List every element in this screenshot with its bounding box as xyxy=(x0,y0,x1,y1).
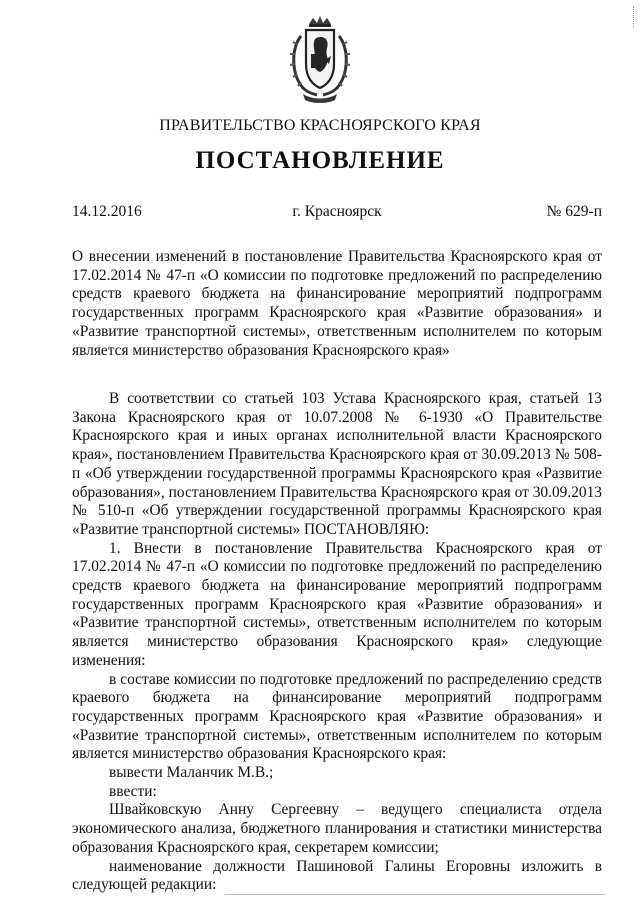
body-remove-member: вывести Маланчик М.В.; xyxy=(109,764,274,782)
coat-of-arms-icon xyxy=(287,14,353,104)
document-date: 14.12.2016 xyxy=(72,203,142,220)
document-city: г. Красноярск xyxy=(292,203,382,220)
body-preamble: В соответствии со статьей 103 Устава Красноярского края, статьей 13 Закона Красноярского края от 10.07.2008 № 6-1930 «О Правительстве Красноярского края и иных органах исполнительной власти Красноярского края», постановлением Правительства Красноярского края от 30.09.2013 № 508-п «Об утверждении государственной программы Красноярского края «Развитие образования», постановлением Правительства Красноярского края от 30.09.2013 № 510-п «Об утверждении государственной программы Красноярского края «Развитие транспортной системы» ПОСТАНОВЛЯЮ: xyxy=(72,390,602,538)
document-number: № 629-п xyxy=(546,203,602,220)
body-new-member: Швайковскую Анну Сергеевну – ведущего специалиста отдела экономического анализа, бюджетного планирования и статистики министерства образования Красноярского края, секретарем комиссии; xyxy=(72,801,602,856)
scan-edge-line xyxy=(225,894,605,895)
body-item-1: 1. Внести в постановление Правительства Красноярского края от 17.02.2014 № 47-п «О комиссии по подготовке предложений по распределению средств краевого бюджета на финансирование мероприятий подпрограмм государственных программ Красноярского края «Развитие образования» и «Развитие транспортной системы», ответственным исполнителем по которым является министерство образования Красноярского края» следующие изменения: xyxy=(72,539,602,669)
scan-artifact xyxy=(633,6,636,28)
document-subject xyxy=(72,248,602,360)
government-name: ПРАВИТЕЛЬСТВО КРАСНОЯРСКОГО КРАЯ xyxy=(159,117,481,134)
body-composition: в составе комиссии по подготовке предложений по распределению средств краевого бюджета на финансирование мероприятий подпрограмм государственных программ Красноярского края «Развитие образования» и «Развитие транспортной системы», ответственным исполнителем по которым является министерство образования Красноярского края: xyxy=(72,670,602,763)
body-add-member: ввести: xyxy=(109,782,157,800)
document-body xyxy=(72,390,602,895)
body-position-change: наименование должности Пашиновой Галины Егоровны изложить в следующей редакции: xyxy=(72,857,602,894)
document-meta-row xyxy=(72,203,602,223)
document-type-title: ПОСТАНОВЛЕНИЕ xyxy=(195,147,445,174)
subject-paragraph: О внесении изменений в постановление Правительства Красноярского края от 17.02.2014 № 47-п «О комиссии по подготовке предложений по распределению средств краевого бюджета на финансирование мероприятий подпрограмм государственных программ Красноярского края «Развитие образования» и «Развитие транспортной системы», ответственным исполнителем по которым является министерство образования Красноярского края» xyxy=(72,248,602,359)
